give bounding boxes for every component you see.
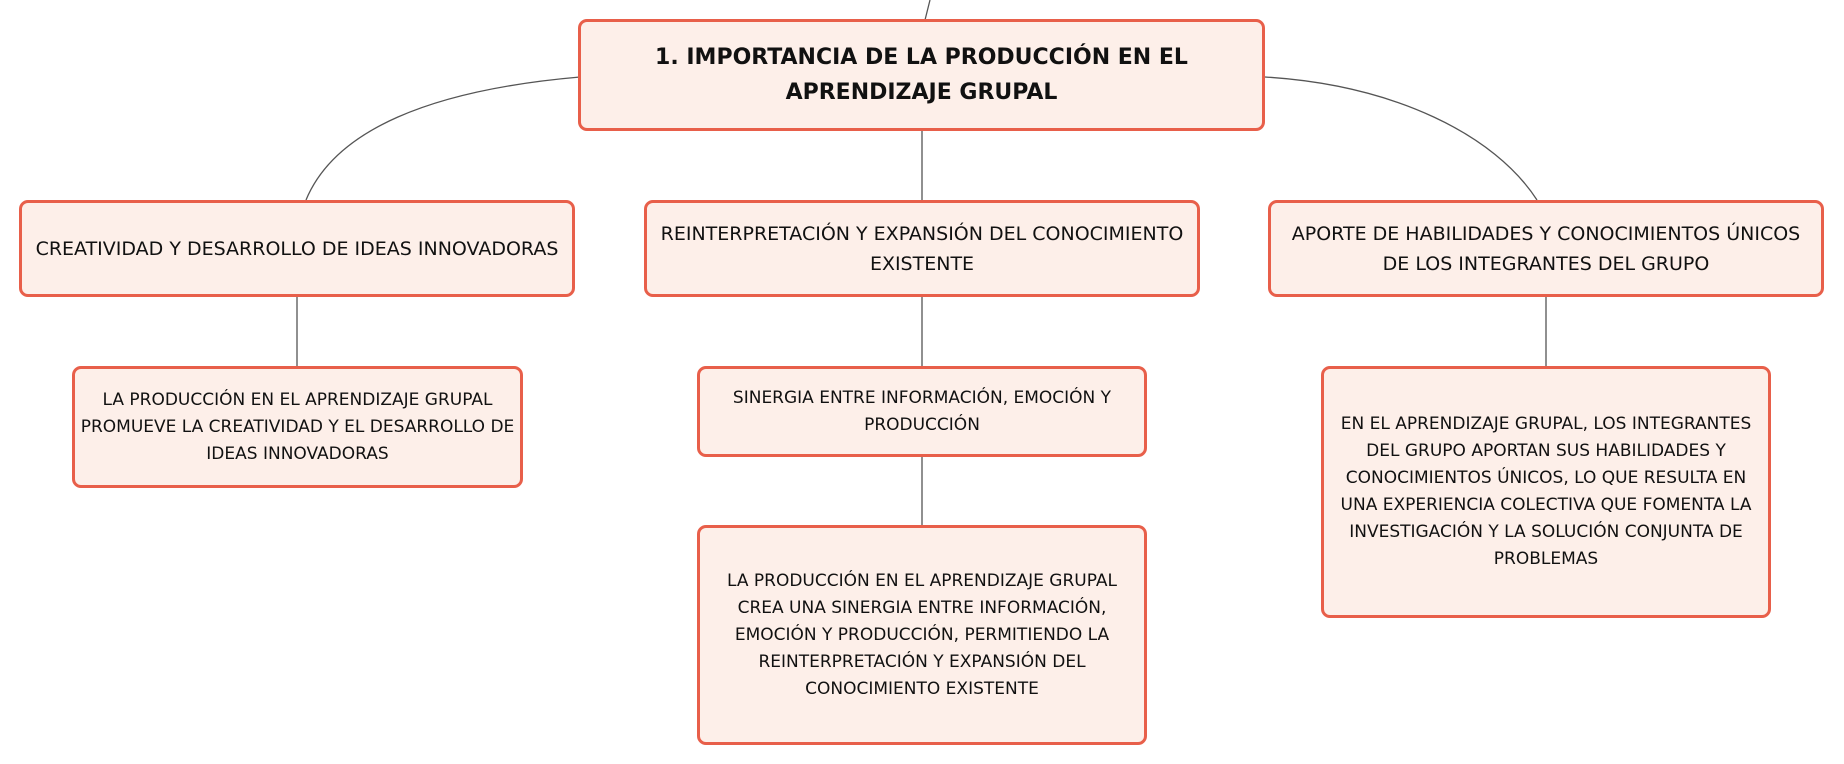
connector-parent-line <box>925 0 930 20</box>
subtopic-synergy-label: SINERGIA ENTRE INFORMACIÓN, EMOCIÓN Y PRODUCCIÓN <box>732 387 1112 435</box>
connector-root-to-branch-1 <box>306 77 580 200</box>
subtopic-synergy-node[interactable] <box>697 366 1147 457</box>
branch-creativity-label: CREATIVIDAD Y DESARROLLO DE IDEAS INNOVADORAS <box>35 237 559 260</box>
leaf-synergy-detail-node[interactable] <box>697 525 1147 745</box>
branch-reinterpretation-node[interactable] <box>644 200 1200 297</box>
leaf-skills-detail-node[interactable] <box>1321 366 1771 618</box>
branch-skills-label: APORTE DE HABILIDADES Y CONOCIMIENTOS ÚNICOS DE LOS INTEGRANTES DEL GRUPO <box>1291 222 1801 275</box>
leaf-creativity-detail-label: LA PRODUCCIÓN EN EL APRENDIZAJE GRUPAL PROMUEVE LA CREATIVIDAD Y EL DESARROLLO DE IDEAS INNOVADORAS <box>80 389 515 464</box>
branch-reinterpretation-label: REINTERPRETACIÓN Y EXPANSIÓN DEL CONOCIMIENTO EXISTENTE <box>660 222 1184 275</box>
leaf-skills-detail-label: EN EL APRENDIZAJE GRUPAL, LOS INTEGRANTES DEL GRUPO APORTAN SUS HABILIDADES Y CONOCIMIENTOS ÚNICOS, LO QUE RESULTA EN UNA EXPERIENCIA COLECTIVA QUE FOMENTA LA INVESTIGACIÓN Y LA SOLUCIÓN CONJUNTA DE PROBLEMAS <box>1340 414 1752 569</box>
branch-creativity-node[interactable] <box>19 200 575 297</box>
branch-skills-node[interactable] <box>1268 200 1824 297</box>
connector-root-to-branch-3 <box>1265 77 1537 200</box>
leaf-synergy-detail-label: LA PRODUCCIÓN EN EL APRENDIZAJE GRUPAL CREA UNA SINERGIA ENTRE INFORMACIÓN, EMOCIÓN Y PRODUCCIÓN, PERMITIENDO LA REINTERPRETACIÓN Y EXPANSIÓN DEL CONOCIMIENTO EXISTENTE <box>727 570 1117 699</box>
leaf-creativity-detail-node[interactable] <box>72 366 523 488</box>
root-topic-label: 1. IMPORTANCIA DE LA PRODUCCIÓN EN EL APRENDIZAJE GRUPAL <box>655 45 1188 105</box>
root-topic-node[interactable] <box>578 19 1265 131</box>
